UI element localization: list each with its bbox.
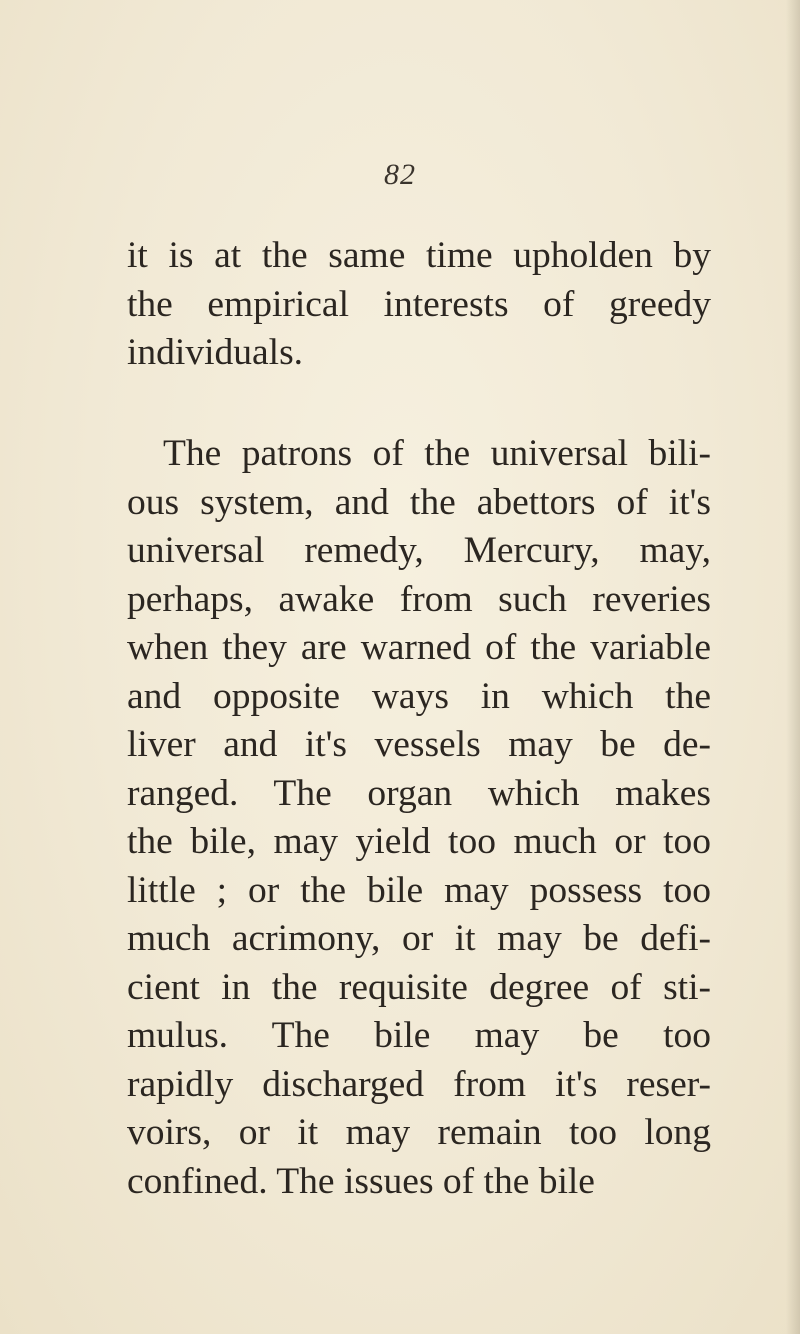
text-line: confined. The issues of the bile: [127, 1160, 595, 1202]
text-line: ous system, and the abettors of it's: [127, 481, 711, 523]
text-line: liver and it's vessels may be de-: [127, 724, 711, 765]
text-line: ranged. The organ which makes: [127, 772, 711, 814]
text-line: voirs, or it may remain too long: [127, 1112, 711, 1153]
paragraph-2: [127, 430, 711, 1206]
text-line: when they are warned of the variable: [127, 627, 711, 668]
text-line: the bile, may yield too much or too: [127, 821, 711, 862]
page-number: 82: [384, 158, 416, 191]
page-edge-shadow: [786, 0, 800, 1334]
text-line: mulus. The bile may be too: [127, 1015, 711, 1056]
text-line: universal remedy, Mercury, may,: [127, 530, 711, 571]
text-line: it is at the same time upholden by: [127, 235, 711, 276]
text-line: perhaps, awake from such reveries: [127, 578, 711, 620]
text-line: rapidly discharged from it's reser-: [127, 1063, 711, 1105]
text-line: individuals.: [127, 332, 304, 373]
text-line: The patrons of the universal bili-: [163, 433, 711, 474]
text-line: the empirical interests of greedy: [127, 283, 711, 325]
text-line: and opposite ways in which the: [127, 675, 711, 717]
text-line: little ; or the bile may possess too: [127, 869, 711, 911]
text-line: cient in the requisite degree of sti-: [127, 966, 711, 1008]
text-line: much acrimony, or it may be defi-: [127, 918, 711, 959]
paragraph-1: [127, 232, 711, 378]
